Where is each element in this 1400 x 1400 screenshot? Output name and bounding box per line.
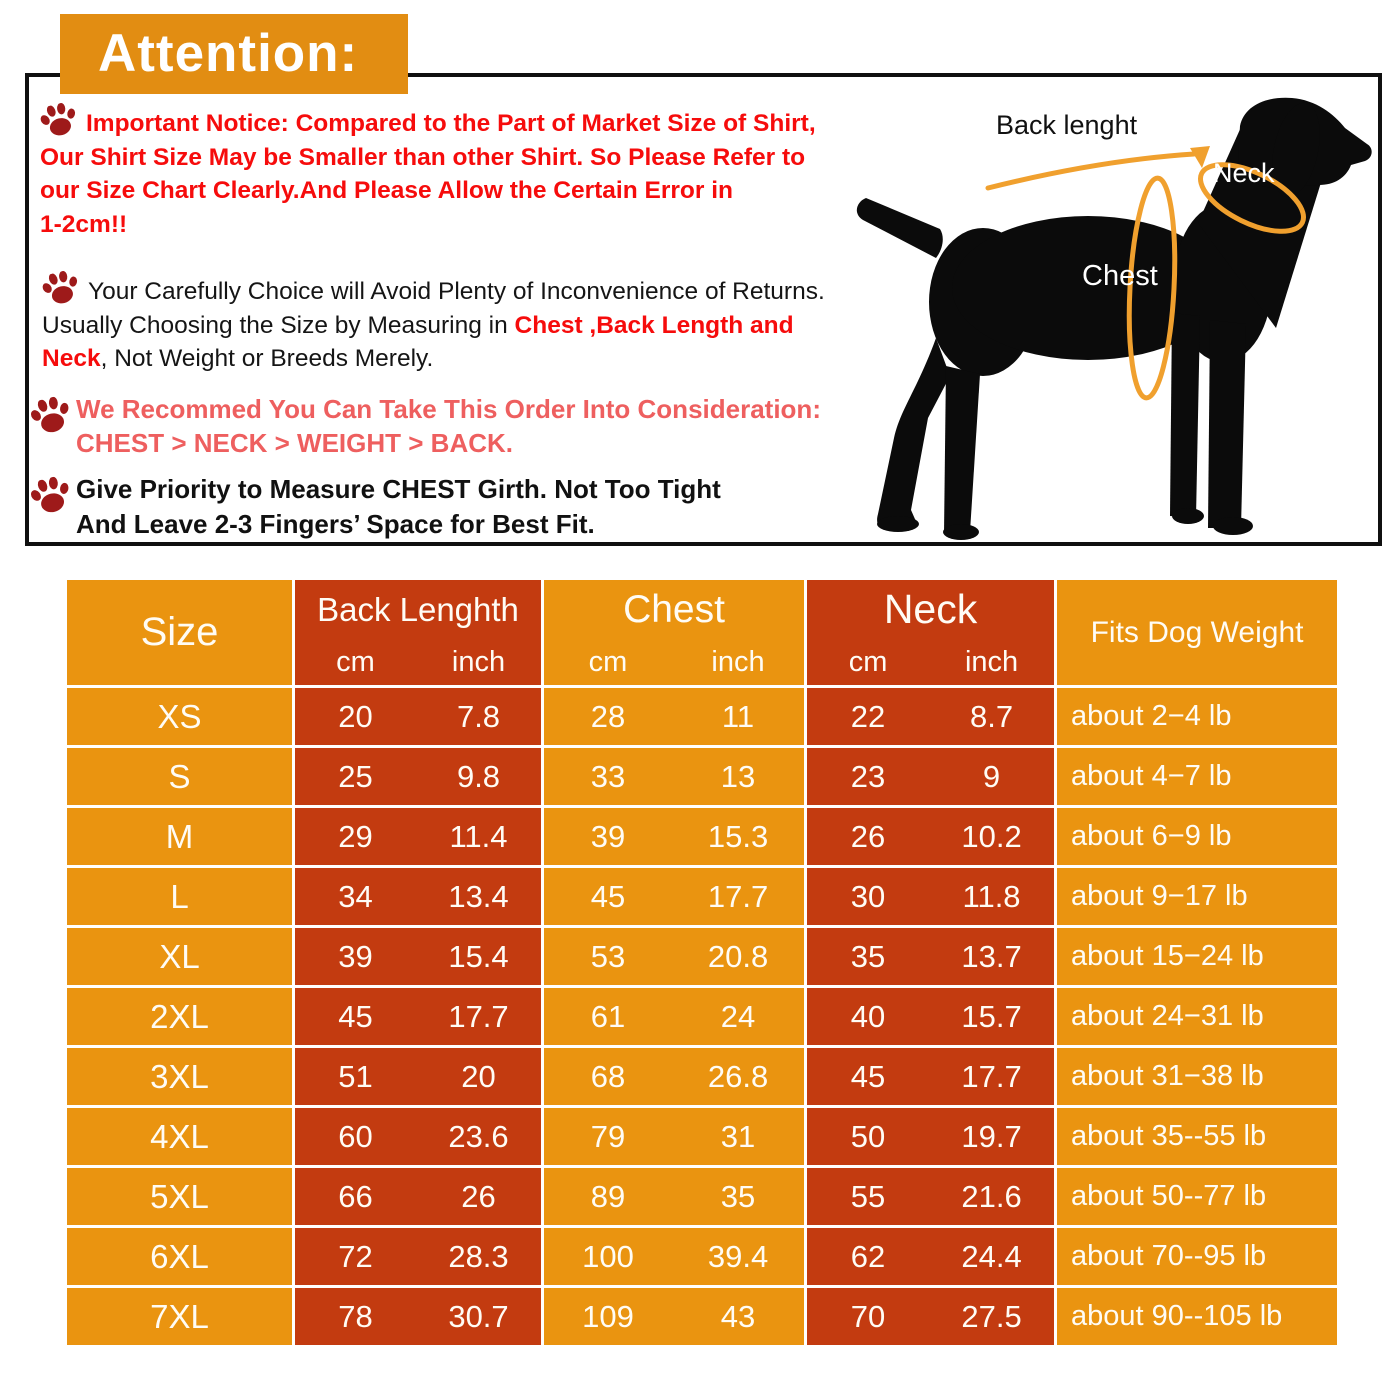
chest-cm-cell: 45 xyxy=(541,865,672,925)
neck-cm-cell: 30 xyxy=(804,865,929,925)
notice-choice xyxy=(42,272,825,376)
weight-cell: about 15−24 lb xyxy=(1054,925,1337,985)
neck-cm-cell: 50 xyxy=(804,1105,929,1165)
size-table xyxy=(67,580,1337,1345)
header-chest: Chest xyxy=(541,580,804,639)
notice-text: 1-2cm!! xyxy=(40,210,128,238)
table-row xyxy=(67,1045,1337,1105)
notice-text: , Not Weight or Breeds Merely. xyxy=(100,345,434,372)
neck-cm-cell: 55 xyxy=(804,1165,929,1225)
notice-line xyxy=(76,507,721,542)
neck-cm-cell: 62 xyxy=(804,1225,929,1285)
neck-label: Neck xyxy=(1213,158,1275,188)
table-row xyxy=(67,685,1337,745)
back-inch-cell: 9.8 xyxy=(416,745,541,805)
notice-important xyxy=(40,104,816,241)
chest-inch-cell: 24 xyxy=(672,985,804,1045)
weight-cell: about 90--105 lb xyxy=(1054,1285,1337,1345)
notice-line xyxy=(76,426,821,460)
attention-banner xyxy=(60,14,408,94)
size-cell: 7XL xyxy=(67,1285,292,1345)
back-inch-cell: 7.8 xyxy=(416,685,541,745)
chest-cm-cell: 89 xyxy=(541,1165,672,1225)
notice-line xyxy=(40,104,816,141)
header-neck-cm: cm xyxy=(804,639,929,685)
notice-line xyxy=(40,141,816,175)
back-inch-cell: 17.7 xyxy=(416,985,541,1045)
notice-text: CHEST > NECK > WEIGHT > BACK. xyxy=(76,428,513,458)
chest-cm-cell: 100 xyxy=(541,1225,672,1285)
notice-text: Your Carefully Choice will Avoid Plenty of Inconvenience of Returns. xyxy=(88,278,825,305)
notice-text-highlight: Chest ,Back Length and xyxy=(514,311,794,339)
notice-text: We Recommed You Can Take This Order Into Consideration: xyxy=(76,394,821,424)
chest-inch-cell: 15.3 xyxy=(672,805,804,865)
neck-inch-cell: 10.2 xyxy=(929,805,1054,865)
notice-line xyxy=(40,208,816,242)
chest-cm-cell: 39 xyxy=(541,805,672,865)
weight-cell: about 31−38 lb xyxy=(1054,1045,1337,1105)
table-row xyxy=(67,1285,1337,1345)
back-inch-cell: 20 xyxy=(416,1045,541,1105)
table-row xyxy=(67,1105,1337,1165)
chest-inch-cell: 20.8 xyxy=(672,925,804,985)
neck-inch-cell: 17.7 xyxy=(929,1045,1054,1105)
neck-inch-cell: 11.8 xyxy=(929,865,1054,925)
back-cm-cell: 51 xyxy=(292,1045,416,1105)
chest-inch-cell: 17.7 xyxy=(672,865,804,925)
weight-cell: about 50--77 lb xyxy=(1054,1165,1337,1225)
back-length-label: Back lenght xyxy=(996,110,1138,140)
size-table-body xyxy=(67,685,1337,1345)
neck-inch-cell: 24.4 xyxy=(929,1225,1054,1285)
paw-icon xyxy=(38,268,83,310)
neck-cm-cell: 40 xyxy=(804,985,929,1045)
notice-line xyxy=(76,392,821,426)
chest-label: Chest xyxy=(1082,260,1158,292)
chest-cm-cell: 68 xyxy=(541,1045,672,1105)
notice-line xyxy=(40,174,816,208)
neck-cm-cell: 26 xyxy=(804,805,929,865)
size-cell: L xyxy=(67,865,292,925)
size-cell: 6XL xyxy=(67,1225,292,1285)
neck-inch-cell: 21.6 xyxy=(929,1165,1054,1225)
back-cm-cell: 29 xyxy=(292,805,416,865)
chest-inch-cell: 13 xyxy=(672,745,804,805)
neck-inch-cell: 13.7 xyxy=(929,925,1054,985)
weight-cell: about 35--55 lb xyxy=(1054,1105,1337,1165)
size-cell: 2XL xyxy=(67,985,292,1045)
table-row xyxy=(67,1225,1337,1285)
chest-cm-cell: 61 xyxy=(541,985,672,1045)
neck-cm-cell: 23 xyxy=(804,745,929,805)
back-inch-cell: 15.4 xyxy=(416,925,541,985)
back-cm-cell: 25 xyxy=(292,745,416,805)
neck-inch-cell: 19.7 xyxy=(929,1105,1054,1165)
back-inch-cell: 11.4 xyxy=(416,805,541,865)
table-row xyxy=(67,1165,1337,1225)
table-row xyxy=(67,925,1337,985)
neck-inch-cell: 15.7 xyxy=(929,985,1054,1045)
weight-cell: about 6−9 lb xyxy=(1054,805,1337,865)
header-chest-inch: inch xyxy=(672,639,804,685)
header-back-cm: cm xyxy=(292,639,416,685)
notice-recommend xyxy=(76,392,821,460)
size-cell: M xyxy=(67,805,292,865)
header-chest-cm: cm xyxy=(541,639,672,685)
chest-inch-cell: 35 xyxy=(672,1165,804,1225)
neck-cm-cell: 35 xyxy=(804,925,929,985)
table-row xyxy=(67,985,1337,1045)
neck-inch-cell: 9 xyxy=(929,745,1054,805)
attention-title: Attention: xyxy=(98,24,359,83)
neck-cm-cell: 45 xyxy=(804,1045,929,1105)
paw-icon xyxy=(36,100,81,142)
weight-cell: about 2−4 lb xyxy=(1054,685,1337,745)
notice-text: Give Priority to Measure CHEST Girth. Not Too Tight xyxy=(76,474,721,504)
neck-cm-cell: 22 xyxy=(804,685,929,745)
chest-cm-cell: 79 xyxy=(541,1105,672,1165)
header-neck-inch: inch xyxy=(929,639,1054,685)
header-size: Size xyxy=(67,580,292,685)
chest-cm-cell: 109 xyxy=(541,1285,672,1345)
notice-line xyxy=(76,472,721,507)
dog-silhouette xyxy=(848,88,1388,546)
chest-cm-cell: 53 xyxy=(541,925,672,985)
chest-inch-cell: 39.4 xyxy=(672,1225,804,1285)
notice-priority xyxy=(76,472,721,542)
notice-text-highlight: Neck xyxy=(42,345,101,372)
weight-cell: about 4−7 lb xyxy=(1054,745,1337,805)
table-row xyxy=(67,865,1337,925)
notice-text: Important Notice: Compared to the Part of Market Size of Shirt, xyxy=(86,110,816,137)
back-inch-cell: 30.7 xyxy=(416,1285,541,1345)
header-back-length: Back Lenghth xyxy=(292,580,541,639)
neck-inch-cell: 27.5 xyxy=(929,1285,1054,1345)
size-cell: 3XL xyxy=(67,1045,292,1105)
table-row xyxy=(67,745,1337,805)
chest-cm-cell: 33 xyxy=(541,745,672,805)
size-cell: 4XL xyxy=(67,1105,292,1165)
neck-cm-cell: 70 xyxy=(804,1285,929,1345)
table-row xyxy=(67,805,1337,865)
back-cm-cell: 60 xyxy=(292,1105,416,1165)
notice-line xyxy=(42,342,825,376)
back-line-arrowhead xyxy=(1190,146,1210,168)
back-inch-cell: 23.6 xyxy=(416,1105,541,1165)
header-back-inch: inch xyxy=(416,639,541,685)
neck-inch-cell: 8.7 xyxy=(929,685,1054,745)
size-cell: 5XL xyxy=(67,1165,292,1225)
notice-text: Our Shirt Size May be Smaller than other Shirt. So Please Refer to xyxy=(40,143,806,171)
chest-inch-cell: 43 xyxy=(672,1285,804,1345)
back-cm-cell: 20 xyxy=(292,685,416,745)
notice-line xyxy=(42,309,825,343)
header-neck: Neck xyxy=(804,580,1054,639)
weight-cell: about 70--95 lb xyxy=(1054,1225,1337,1285)
size-cell: S xyxy=(67,745,292,805)
notice-text: And Leave 2-3 Fingers’ Space for Best Fit. xyxy=(76,509,595,539)
back-cm-cell: 78 xyxy=(292,1285,416,1345)
back-cm-cell: 34 xyxy=(292,865,416,925)
back-cm-cell: 66 xyxy=(292,1165,416,1225)
back-inch-cell: 13.4 xyxy=(416,865,541,925)
back-cm-cell: 45 xyxy=(292,985,416,1045)
notice-text: Usually Choosing the Size by Measuring in xyxy=(42,311,515,339)
chest-inch-cell: 11 xyxy=(672,685,804,745)
back-cm-cell: 39 xyxy=(292,925,416,985)
chest-cm-cell: 28 xyxy=(541,685,672,745)
weight-cell: about 9−17 lb xyxy=(1054,865,1337,925)
chest-inch-cell: 31 xyxy=(672,1105,804,1165)
notice-text: our Size Chart Clearly.And Please Allow the Certain Error in xyxy=(40,177,733,204)
weight-cell: about 24−31 lb xyxy=(1054,985,1337,1045)
back-inch-cell: 28.3 xyxy=(416,1225,541,1285)
back-inch-cell: 26 xyxy=(416,1165,541,1225)
back-cm-cell: 72 xyxy=(292,1225,416,1285)
chest-inch-cell: 26.8 xyxy=(672,1045,804,1105)
size-cell: XL xyxy=(67,925,292,985)
notice-line xyxy=(42,272,825,309)
header-fits-dog-weight: Fits Dog Weight xyxy=(1054,580,1337,685)
size-cell: XS xyxy=(67,685,292,745)
